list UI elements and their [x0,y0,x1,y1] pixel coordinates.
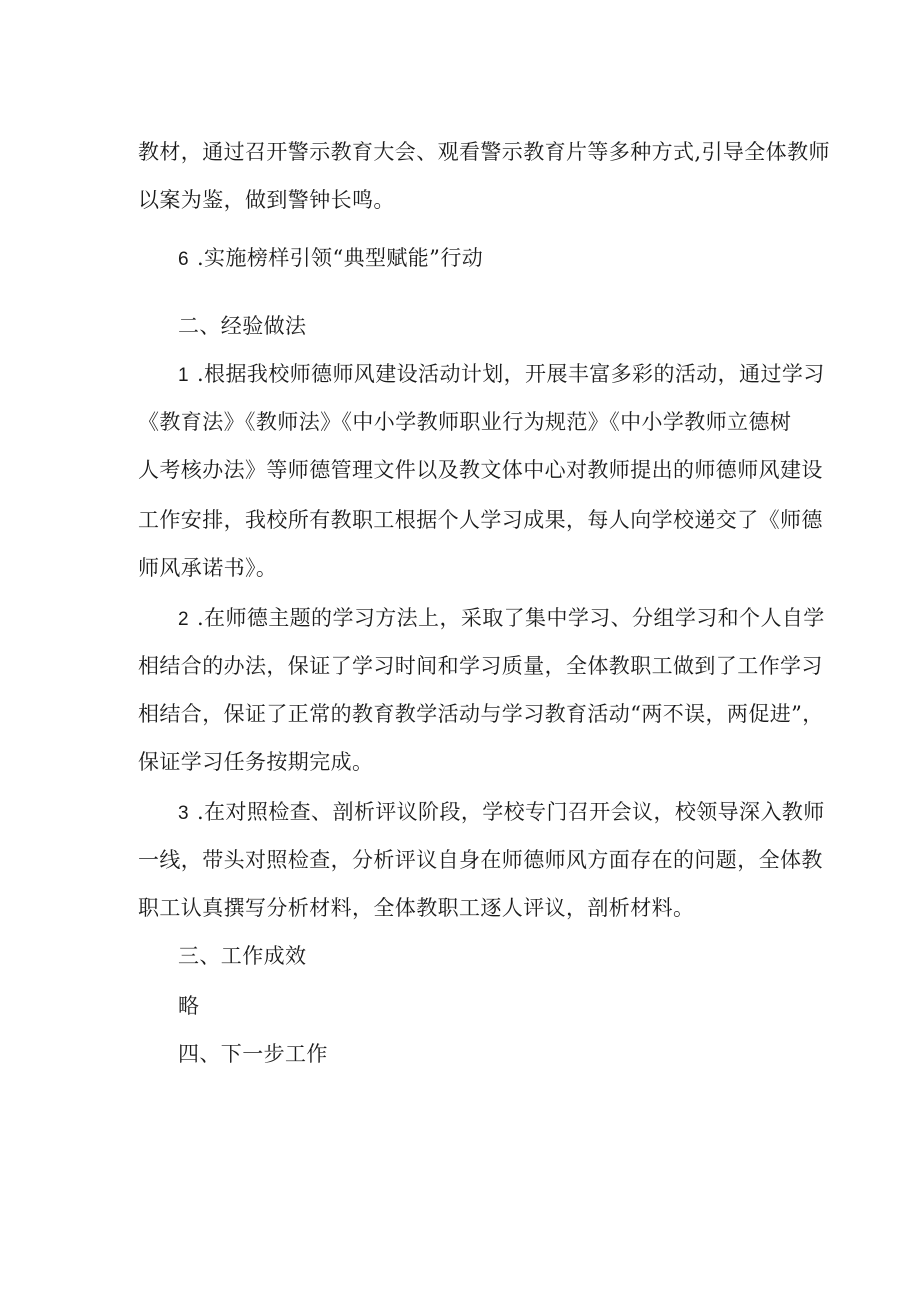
intro-line-1: 教材，通过召开警示教育大会、观看警示教育片等多种方式,引导全体教师 [138,140,830,164]
para-1-line-5: 师风承诺书》。 [138,556,278,580]
section-3-body: 略 [178,994,200,1018]
para-3-line-1-text: .在对照检查、剖析评议阶段，学校专门召开会议，校领导深入教师 [196,800,825,824]
para-1-line-3: 人考核办法》等师德管理文件以及教文体中心对教师提出的师德师风建设 [138,458,823,482]
item-6 [178,244,483,274]
para-2-line-1-text: .在师德主题的学习方法上，采取了集中学习、分组学习和个人自学 [196,606,825,630]
para-3-number: 3 [178,803,189,824]
para-3-line-3: 职工认真撰写分析材料，全体教职工逐人评议，剖析材料。 [138,896,695,920]
para-2-line-3: 相结合，保证了正常的教育教学活动与学习教育活动“两不误，两促进”， [138,702,824,726]
para-1-line-2: 《教育法》《教师法》《中小学教师职业行为规范》《中小学教师立德树 [138,410,792,434]
para-2-line-4: 保证学习任务按期完成。 [138,750,374,774]
para-2-number: 2 [178,609,189,630]
para-1-number: 1 [178,365,189,386]
section-2-heading: 二、经验做法 [178,314,307,338]
para-1-line-1 [178,360,825,390]
para-1-line-4: 工作安排，我校所有教职工根据个人学习成果，每人向学校递交了《师德 [138,508,823,532]
para-2-line-1 [178,604,825,634]
section-3-heading: 三、工作成效 [178,944,307,968]
item-6-number: 6 [178,249,189,270]
section-4-heading: 四、下一步工作 [178,1042,328,1066]
para-1-line-1-text: .根据我校师德师风建设活动计划，开展丰富多彩的活动，通过学习 [196,362,825,386]
item-6-text: .实施榜样引领“典型赋能”行动 [196,246,484,270]
para-3-line-2: 一线，带头对照检查，分析评议自身在师德师风方面存在的问题，全体教 [138,848,823,872]
para-2-line-2: 相结合的办法，保证了学习时间和学习质量，全体教职工做到了工作学习 [138,654,823,678]
para-3-line-1 [178,798,825,828]
intro-line-2: 以案为鉴，做到警钟长鸣。 [138,188,395,212]
